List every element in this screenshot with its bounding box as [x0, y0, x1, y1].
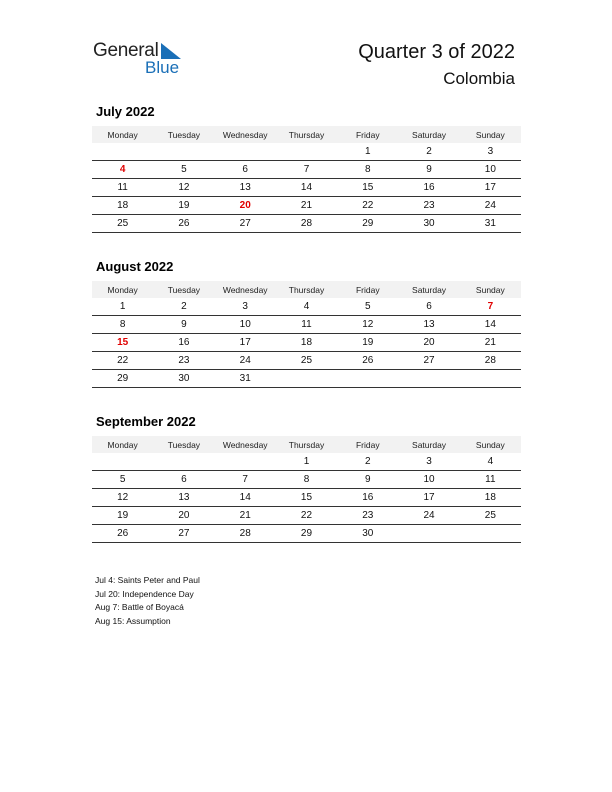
month-block-september	[92, 414, 521, 543]
day-cell: 23	[337, 507, 398, 525]
weekday-header-row	[92, 436, 521, 453]
header	[358, 39, 515, 91]
day-cell: 10	[398, 471, 459, 489]
month-calendar-table	[92, 436, 521, 543]
day-cell: 9	[153, 316, 214, 334]
day-cell: 23	[398, 197, 459, 215]
empty-day-cell	[215, 143, 276, 161]
week-row	[92, 215, 521, 233]
empty-day-cell	[276, 143, 337, 161]
day-cell: 3	[460, 143, 521, 161]
day-cell: 29	[337, 215, 398, 233]
day-cell: 6	[398, 298, 459, 316]
holiday-day-cell: 4	[92, 161, 153, 179]
day-cell: 16	[398, 179, 459, 197]
day-cell: 1	[337, 143, 398, 161]
empty-day-cell	[460, 370, 521, 388]
day-cell: 24	[398, 507, 459, 525]
day-cell: 24	[215, 352, 276, 370]
month-title: September 2022	[96, 414, 196, 429]
day-cell: 29	[92, 370, 153, 388]
day-cell: 14	[460, 316, 521, 334]
day-cell: 8	[92, 316, 153, 334]
day-cell: 30	[398, 215, 459, 233]
day-cell: 28	[215, 525, 276, 543]
holiday-day-cell: 7	[460, 298, 521, 316]
month-block-august	[92, 259, 521, 388]
weekday-header-tuesday: Tuesday	[153, 126, 214, 143]
weekday-header-saturday: Saturday	[398, 126, 459, 143]
weekday-header-wednesday: Wednesday	[215, 281, 276, 298]
day-cell: 17	[215, 334, 276, 352]
week-row	[92, 179, 521, 197]
empty-day-cell	[215, 453, 276, 471]
day-cell: 9	[398, 161, 459, 179]
week-row	[92, 143, 521, 161]
day-cell: 2	[398, 143, 459, 161]
day-cell: 3	[398, 453, 459, 471]
empty-day-cell	[92, 143, 153, 161]
day-cell: 5	[92, 471, 153, 489]
empty-day-cell	[460, 525, 521, 543]
month-calendar-table	[92, 281, 521, 388]
day-cell: 19	[337, 334, 398, 352]
day-cell: 24	[460, 197, 521, 215]
day-cell: 31	[215, 370, 276, 388]
weekday-header-thursday: Thursday	[276, 126, 337, 143]
day-cell: 10	[215, 316, 276, 334]
week-row	[92, 489, 521, 507]
day-cell: 17	[460, 179, 521, 197]
day-cell: 19	[153, 197, 214, 215]
day-cell: 27	[153, 525, 214, 543]
day-cell: 12	[153, 179, 214, 197]
week-row	[92, 352, 521, 370]
day-cell: 4	[460, 453, 521, 471]
month-block-july	[92, 104, 521, 233]
weekday-header-row	[92, 126, 521, 143]
empty-day-cell	[276, 370, 337, 388]
day-cell: 13	[153, 489, 214, 507]
day-cell: 18	[276, 334, 337, 352]
week-row	[92, 197, 521, 215]
empty-day-cell	[398, 370, 459, 388]
holiday-day-cell: 15	[92, 334, 153, 352]
weekday-header-saturday: Saturday	[398, 436, 459, 453]
empty-day-cell	[92, 453, 153, 471]
day-cell: 27	[398, 352, 459, 370]
month-title: July 2022	[96, 104, 155, 119]
weekday-header-saturday: Saturday	[398, 281, 459, 298]
holiday-day-cell: 20	[215, 197, 276, 215]
day-cell: 2	[337, 453, 398, 471]
weekday-header-monday: Monday	[92, 126, 153, 143]
week-row	[92, 453, 521, 471]
logo-text-blue: Blue	[145, 58, 180, 77]
day-cell: 19	[92, 507, 153, 525]
weekday-header-row	[92, 281, 521, 298]
day-cell: 22	[276, 507, 337, 525]
month-calendar-table	[92, 126, 521, 233]
empty-day-cell	[337, 370, 398, 388]
day-cell: 18	[92, 197, 153, 215]
day-cell: 11	[276, 316, 337, 334]
day-cell: 13	[398, 316, 459, 334]
day-cell: 14	[276, 179, 337, 197]
country-name: Colombia	[443, 69, 515, 88]
day-cell: 15	[276, 489, 337, 507]
day-cell: 12	[337, 316, 398, 334]
weekday-header-tuesday: Tuesday	[153, 436, 214, 453]
day-cell: 31	[460, 215, 521, 233]
day-cell: 11	[92, 179, 153, 197]
holiday-note: Aug 15: Assumption	[95, 615, 171, 626]
holiday-note: Aug 7: Battle of Boyacá	[95, 602, 184, 613]
week-row	[92, 161, 521, 179]
day-cell: 8	[337, 161, 398, 179]
month-title: August 2022	[96, 259, 174, 274]
day-cell: 22	[337, 197, 398, 215]
day-cell: 11	[460, 471, 521, 489]
day-cell: 1	[92, 298, 153, 316]
weekday-header-sunday: Sunday	[460, 126, 521, 143]
day-cell: 23	[153, 352, 214, 370]
day-cell: 13	[215, 179, 276, 197]
day-cell: 14	[215, 489, 276, 507]
day-cell: 16	[153, 334, 214, 352]
weekday-header-sunday: Sunday	[460, 436, 521, 453]
week-row	[92, 316, 521, 334]
day-cell: 12	[92, 489, 153, 507]
day-cell: 3	[215, 298, 276, 316]
day-cell: 16	[337, 489, 398, 507]
weekday-header-monday: Monday	[92, 281, 153, 298]
day-cell: 21	[460, 334, 521, 352]
page-title: Quarter 3 of 2022	[358, 41, 515, 63]
weekday-header-wednesday: Wednesday	[215, 436, 276, 453]
logo-triangle-icon	[161, 43, 181, 59]
weekday-header-friday: Friday	[337, 126, 398, 143]
day-cell: 8	[276, 471, 337, 489]
day-cell: 22	[92, 352, 153, 370]
day-cell: 4	[276, 298, 337, 316]
weekday-header-monday: Monday	[92, 436, 153, 453]
day-cell: 21	[276, 197, 337, 215]
empty-day-cell	[153, 453, 214, 471]
empty-day-cell	[153, 143, 214, 161]
week-row	[92, 525, 521, 543]
day-cell: 5	[337, 298, 398, 316]
day-cell: 1	[276, 453, 337, 471]
generalblue-logo	[93, 40, 193, 80]
day-cell: 25	[460, 507, 521, 525]
day-cell: 17	[398, 489, 459, 507]
weekday-header-friday: Friday	[337, 281, 398, 298]
day-cell: 20	[398, 334, 459, 352]
day-cell: 25	[92, 215, 153, 233]
week-row	[92, 298, 521, 316]
week-row	[92, 507, 521, 525]
week-row	[92, 471, 521, 489]
day-cell: 26	[337, 352, 398, 370]
weekday-header-tuesday: Tuesday	[153, 281, 214, 298]
day-cell: 7	[276, 161, 337, 179]
day-cell: 9	[337, 471, 398, 489]
holiday-notes	[95, 574, 200, 628]
day-cell: 5	[153, 161, 214, 179]
day-cell: 10	[460, 161, 521, 179]
week-row	[92, 370, 521, 388]
day-cell: 28	[460, 352, 521, 370]
day-cell: 28	[276, 215, 337, 233]
logo-text-general: General	[93, 40, 159, 61]
day-cell: 25	[276, 352, 337, 370]
day-cell: 6	[215, 161, 276, 179]
day-cell: 26	[92, 525, 153, 543]
holiday-note: Jul 20: Independence Day	[95, 588, 194, 599]
week-row	[92, 334, 521, 352]
weekday-header-friday: Friday	[337, 436, 398, 453]
day-cell: 21	[215, 507, 276, 525]
holiday-note: Jul 4: Saints Peter and Paul	[95, 575, 200, 585]
day-cell: 30	[337, 525, 398, 543]
weekday-header-thursday: Thursday	[276, 436, 337, 453]
day-cell: 30	[153, 370, 214, 388]
weekday-header-sunday: Sunday	[460, 281, 521, 298]
day-cell: 7	[215, 471, 276, 489]
day-cell: 18	[460, 489, 521, 507]
day-cell: 29	[276, 525, 337, 543]
weekday-header-wednesday: Wednesday	[215, 126, 276, 143]
day-cell: 15	[337, 179, 398, 197]
day-cell: 6	[153, 471, 214, 489]
weekday-header-thursday: Thursday	[276, 281, 337, 298]
empty-day-cell	[398, 525, 459, 543]
day-cell: 2	[153, 298, 214, 316]
day-cell: 27	[215, 215, 276, 233]
day-cell: 20	[153, 507, 214, 525]
day-cell: 26	[153, 215, 214, 233]
